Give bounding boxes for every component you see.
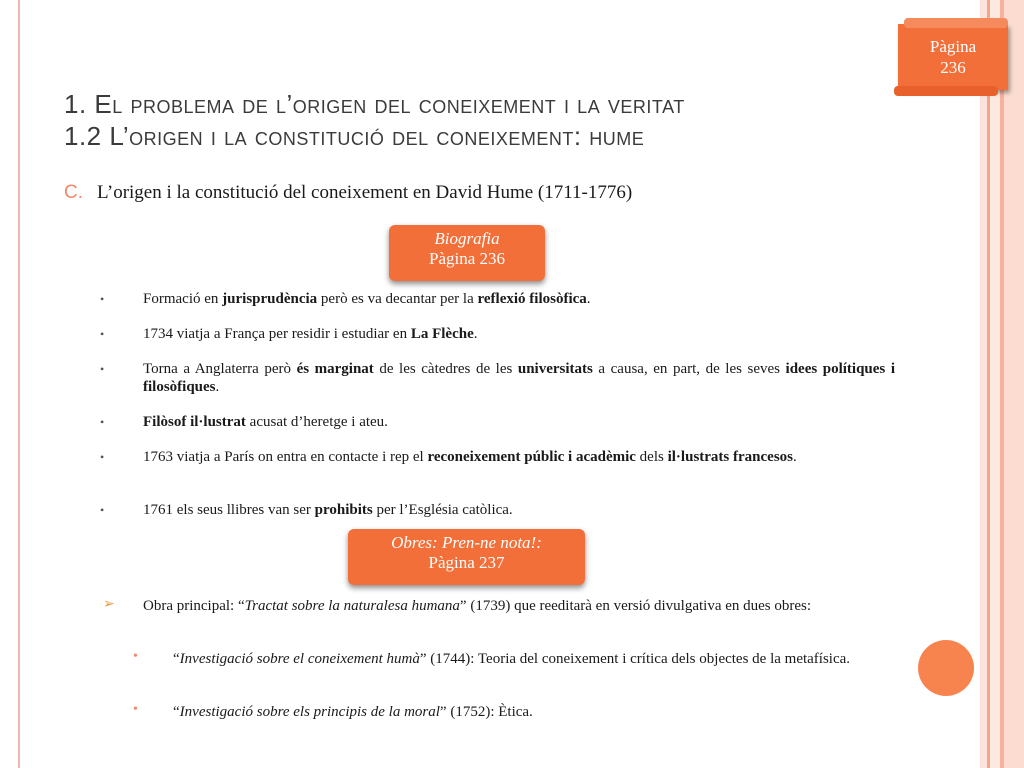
- section-text: L’origen i la constitució del coneixement en David Hume (1711-1776): [97, 182, 633, 203]
- list-item: 1763 viatja a París on entra en contacte i rep el reconeixement públic i acadèmic dels il·lustrats francesos.: [143, 449, 797, 465]
- arrow-bullet-icon: ➢: [103, 597, 115, 612]
- bullet-icon: •: [100, 503, 105, 517]
- section-letter: C.: [64, 182, 83, 203]
- left-border-line: [18, 0, 20, 768]
- section-heading: [64, 180, 632, 206]
- title-line-2: 1.2 L’origen i la constitució del coneixement: hume: [64, 121, 645, 151]
- biography-button-page: Pàgina 236: [428, 249, 506, 268]
- bullet-icon: •: [100, 450, 105, 464]
- bullet-icon: •: [100, 415, 105, 429]
- slide-title: [64, 88, 884, 152]
- list-item: Torna a Anglaterra però és marginat de les càtedres de les universitats a causa, en part, de les seves idees polítiques i filosòfiques.: [143, 361, 895, 395]
- list-item: “Investigació sobre el coneixement humà” (1744): Teoria del coneixement i crítica dels objectes de la metafísica.: [173, 651, 851, 667]
- bullet-icon: •: [133, 702, 138, 717]
- list-item: 1761 els seus llibres van ser prohibits per l’Església catòlica.: [143, 502, 513, 518]
- list-item: Formació en jurisprudència però es va decantar per la reflexió filosòfica.: [143, 291, 591, 307]
- list-item: Obra principal: “Tractat sobre la naturalesa humana” (1739) que reeditarà en versió divulgativa en dues obres:: [143, 598, 812, 614]
- list-item: “Investigació sobre els principis de la moral” (1752): Ètica.: [173, 704, 533, 720]
- decorative-stripes: [980, 0, 1024, 768]
- works-button-label: Obres: Pren-ne nota!:: [391, 533, 542, 552]
- page-badge-label: Pàgina: [929, 37, 977, 56]
- works-button[interactable]: [348, 529, 585, 585]
- title-line-1: 1. El problema de l’origen del coneixement i la veritat: [64, 89, 685, 119]
- list-item: 1734 viatja a França per residir i estudiar en La Flèche.: [143, 326, 478, 342]
- bullet-icon: •: [133, 649, 138, 664]
- biography-button[interactable]: [389, 225, 545, 281]
- bullet-icon: •: [100, 327, 105, 341]
- page-badge[interactable]: [898, 24, 1008, 90]
- list-item: Filòsof il·lustrat acusat d’heretge i ateu.: [143, 414, 388, 430]
- works-button-page: Pàgina 237: [428, 553, 505, 572]
- bullet-icon: •: [100, 292, 105, 306]
- page-badge-number: 236: [940, 58, 966, 77]
- bullet-icon: •: [100, 362, 105, 376]
- biography-button-label: Biografia: [434, 229, 500, 248]
- decorative-circle: [918, 640, 974, 696]
